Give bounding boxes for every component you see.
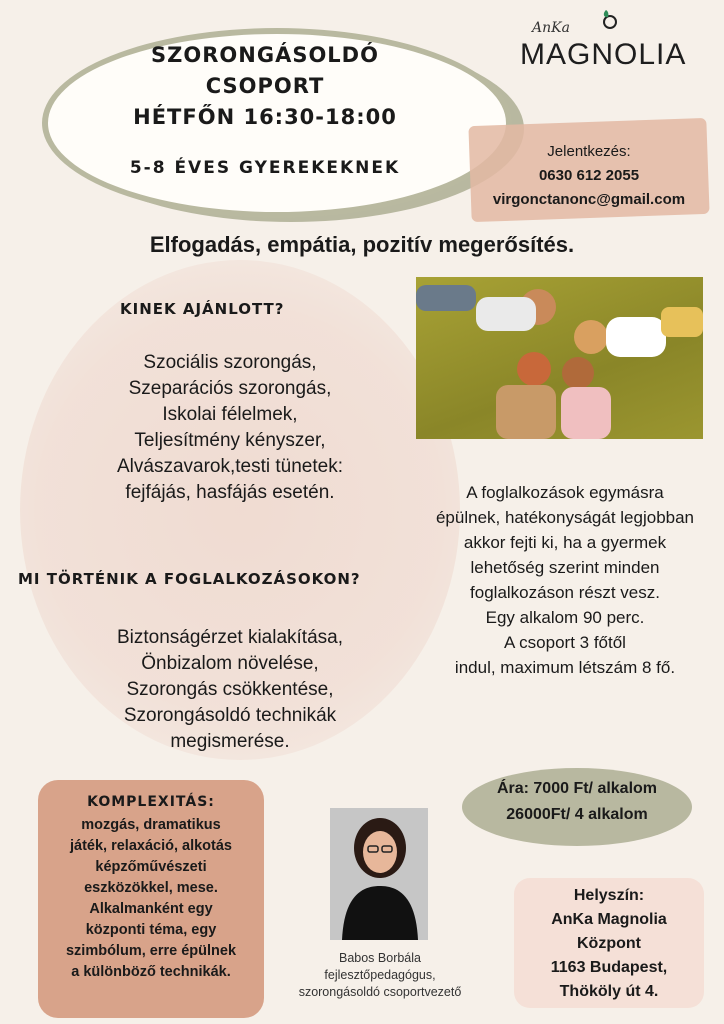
info-line: épülnek, hatékonyságát legjobban [435,508,695,527]
contact-block [470,140,708,212]
location-line: 1163 Budapest, [550,959,668,976]
info-line: akkor fejti ki, ha a gyermek [463,533,667,552]
logo-small-text: AnKa [532,20,570,36]
list-item: Önbizalom növelése, [141,653,319,674]
location-line: Központ [577,935,641,952]
info-text [410,480,720,680]
title-line: CSOPORT [205,74,325,98]
contact-label: Jelentkezés: [547,143,631,160]
children-photo [416,277,703,439]
complexity-block [44,792,258,983]
list-item: Szociális szorongás, [143,352,317,373]
person-caption [285,950,475,1001]
location-block [514,884,704,1004]
list-item: Iskolai félelmek, [162,404,298,425]
list-item: Szorongás csökkentése, [126,679,334,700]
list-item: Szeparációs szorongás, [128,378,332,399]
happens-list [60,625,400,755]
info-line: lehetőség szerint minden [470,558,660,577]
person-illustration [330,808,428,940]
list-item: Szorongásoldó technikák [123,705,337,726]
subtitle: 5-8 ÉVES GYEREKEKNEK [129,158,401,178]
slogan: Elfogadás, empátia, pozitív megerősítés. [149,232,575,257]
happens-heading: MI TÖRTÉNIK A FOGLALKOZÁSOKON? [18,570,361,588]
info-line: Egy alkalom 90 perc. [485,608,645,627]
recommended-heading: KINEK AJÁNLOTT? [120,300,285,318]
contact-phone[interactable]: 0630 612 2055 [538,167,640,184]
info-line: indul, maximum létszám 8 fő. [454,658,676,677]
info-line: A foglalkozások egymásra [466,483,664,502]
complexity-line: játék, relaxáció, alkotás [69,838,232,854]
person-role: fejlesztőpedagógus, [324,968,436,982]
list-item: Teljesítmény kényszer, [134,430,326,451]
list-item: Alvászavarok,testi tünetek: [117,456,343,477]
location-line: Thököly út 4. [559,983,659,1000]
complexity-line: központi téma, egy [85,922,217,938]
person-name: Babos Borbála [338,951,421,965]
contact-email[interactable]: virgonctanonc@gmail.com [492,191,686,208]
list-item: Biztonságérzet kialakítása, [116,627,343,648]
price-line: Ára: 7000 Ft/ alkalom [496,780,658,797]
price-block [462,776,692,828]
complexity-line: szimbólum, erre épülnek [65,943,237,959]
person-role: szorongásoldó csoportvezető [298,985,462,999]
location-label: Helyszín: [573,887,645,904]
complexity-line: eszközökkel, mese. [84,880,218,896]
complexity-line: képzőművészeti [95,859,207,875]
info-line: A csoport 3 főtől [504,633,626,652]
leaf-icon [598,8,620,30]
person-photo [330,808,428,940]
title-line: HÉTFŐN 16:30-18:00 [133,105,397,129]
page-title [60,40,470,133]
price-line: 26000Ft/ 4 alkalom [506,806,648,823]
location-line: AnKa Magnolia [551,911,667,928]
title-line: SZORONGÁSOLDÓ [151,43,379,67]
complexity-heading: KOMPLEXITÁS: [87,794,215,810]
recommended-list [60,350,400,506]
list-item: fejfájás, hasfájás esetén. [125,482,335,503]
list-item: megismerése. [170,731,290,752]
complexity-line: a különböző technikák. [71,964,231,980]
logo-text: MAGNOLIA [520,38,687,71]
children-photo-illustration [416,277,703,439]
complexity-line: mozgás, dramatikus [81,817,221,833]
complexity-line: Alkalmanként egy [89,901,213,917]
info-line: foglalkozáson részt vesz. [470,583,660,602]
